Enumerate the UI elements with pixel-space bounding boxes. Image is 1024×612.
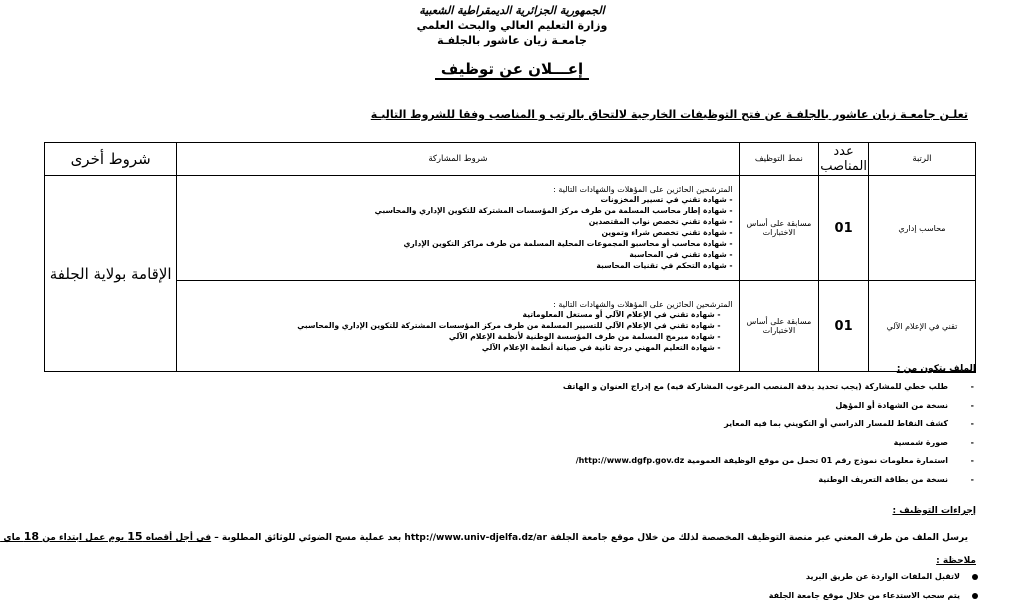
positions-table: [44, 142, 976, 372]
bullet-icon: [972, 593, 978, 599]
row-count: 01: [819, 176, 869, 281]
list-item: - شهادة تقني في الإعلام الآلي أو مستغل المعلوماتية: [183, 309, 720, 320]
list-item: -صورة شمسية: [893, 437, 974, 447]
procedures-title: [892, 506, 976, 516]
list-item: لاتقبل الملفات الواردة عن طريق البريد: [769, 572, 978, 591]
header-other: شروط أخرى: [45, 143, 177, 176]
conditions-intro: المترشحين الحائزين على المؤهلات والشهادات التالية :: [553, 185, 733, 194]
header-count: عدد المناصب: [820, 144, 867, 174]
announcement-title-text: إعـــلان عن توظيف: [435, 60, 589, 80]
conditions-intro: المترشحين الحائزين على المؤهلات والشهادات التالية :: [553, 299, 733, 309]
list-item: - شهادة تقني في الإعلام الآلي للتسيير المسلمة من طرف مركز المؤسسات المشتركة للتكوين الإداري والمحاسبي: [183, 320, 720, 331]
row-count: 01: [819, 281, 869, 372]
header-republic: الجمهورية الجزائرية الديمقراطية الشعبية: [419, 4, 605, 17]
list-item: -نسخة من بطاقة التعريف الوطنية: [818, 474, 974, 484]
conditions-list: [183, 194, 732, 271]
file-section-title: [897, 364, 976, 374]
file-section-title-text: الملف يتكون من :: [896, 364, 976, 374]
list-item: -كشف النقاط للمسار الدراسي أو التكويني بما فيه المعاير: [724, 419, 974, 429]
row-grade: محاسب إداري: [868, 176, 975, 281]
list-item: - شهادة تقني في المحاسبة: [183, 249, 732, 260]
procedures-text: يرسل الملف من طرف المعني عبر منصة التوظيف المخصصة لذلك من خلال موقع جامعة الجلفة http://www.univ-djelfa.dz/ar بعد عملية مسح الضوئي للوثائق المطلوبة – في أجل أقصاه 15 يوم عمل ابتداء من 18 ماي: [0, 530, 968, 543]
list-item: - شهادة مبرمج المسلمة من طرف المؤسسة الوطنية لأنظمة الإعلام الآلي: [183, 331, 720, 342]
list-item: -استمارة معلومات نموذج رقم 01 تحمل من موقع الوظيفة العمومية http://www.dgfp.gov.dz/: [575, 456, 974, 466]
header-grade: الرتبة: [868, 143, 975, 176]
bullet-icon: [972, 574, 978, 580]
table-header-row: [45, 143, 976, 176]
list-item: - شهادة التعليم المهني درجة ثانية في صيانة أنظمة الإعلام الآلي: [183, 342, 720, 353]
announcement-title: [0, 60, 1024, 78]
row-conditions: [177, 281, 739, 372]
list-item: - شهادة التحكم في تقنيات المحاسبة: [183, 260, 732, 271]
intro-text: تعلـن جامعـة زيان عاشور بالجلفـة عن فتح التوظيفات الخارجية لالتحاق بالرتب و المناصب وفقا للشروط التاليـة: [370, 108, 968, 121]
row-conditions: [177, 176, 739, 281]
list-item: - شهادة تقني في تسيير المخزونات: [183, 194, 732, 205]
list-item: - شهادة إطار محاسب المسلمة من طرف مركز المؤسسات المشتركة للتكوين الإداري والمحاسبي: [183, 205, 732, 216]
conditions-list: [183, 309, 732, 353]
row-mode: مسابقة على أساس الاختبارات: [739, 176, 819, 281]
list-item: - شهادة تقني تخصص نواب المقتصدين: [183, 216, 732, 227]
other-conditions: الإقامة بولاية الجلفة: [45, 176, 177, 372]
deadline-text: في أجل أقصاه 15 يوم عمل ابتداء من 18 ماي: [0, 530, 212, 543]
header-ministry: وزارة التعليم العالي والبحث العلمي: [416, 19, 608, 32]
header-mode: نمط التوظيف: [739, 143, 819, 176]
list-item: - شهادة محاسب أو محاسبو المجموعات المحلية المسلمة من طرف مراكز التكوين الإداري: [183, 238, 732, 249]
table-row: [45, 281, 976, 372]
row-grade: تقني في الإعلام الآلي: [868, 281, 975, 372]
list-item: - شهادة تقني تخصص شراء وتموين: [183, 227, 732, 238]
notes-title-text: ملاحظة :: [936, 556, 976, 566]
notes-title: [936, 556, 976, 566]
table-row: [45, 176, 976, 281]
list-item: -نسخة من الشهادة أو المؤهل: [835, 400, 974, 410]
header-university: جامعـة زيان عاشور بالجلفـة: [437, 34, 587, 47]
list-item: -طلب خطي للمشاركة (يجب تحديد بدقة المنصب المرغوب المشاركة فيه) مع إدراج العنوان و الهاتف: [562, 382, 974, 391]
notes-list: [769, 572, 978, 610]
procedures-title-text: إجراءات التوظيف :: [892, 506, 976, 516]
row-mode: مسابقة على أساس الاختبارات: [739, 281, 819, 372]
header-conditions: شروط المشاركة: [177, 143, 739, 176]
list-item: يتم سحب الاستدعاء من خلال موقع جامعة الجلفة: [769, 591, 978, 610]
university-url-link[interactable]: http://www.univ-djelfa.dz/ar: [404, 533, 547, 543]
file-list: [563, 382, 974, 494]
